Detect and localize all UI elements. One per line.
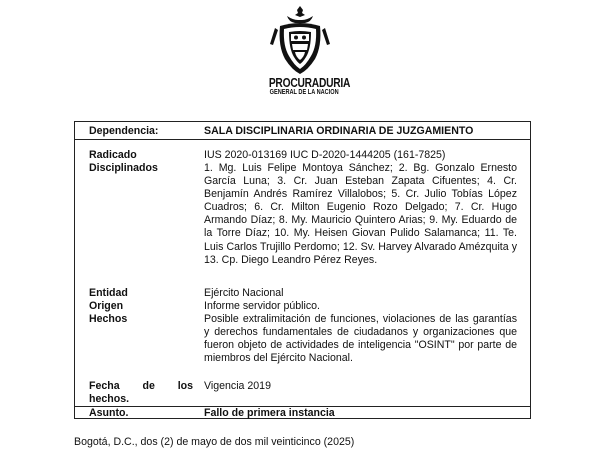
label-fecha-line2: hechos.: [89, 393, 130, 406]
label-fecha-word3: los: [177, 380, 193, 392]
value-fecha-hechos: Vigencia 2019: [204, 380, 271, 392]
label-disciplinados: Disciplinados: [89, 162, 158, 174]
value-hechos: Posible extralimitación de funciones, violaciones de las garantías y derechos fundamentales de ciudadanos y organizaciones que fueron objeto de actividades de inteligencia "OSINT" por parte de miembros del Ejército Nacional.: [204, 313, 517, 365]
coat-of-arms-seal-icon: [267, 4, 333, 76]
procuraduria-logo: [262, 4, 351, 97]
label-dependencia: Dependencia:: [89, 125, 159, 137]
label-asunto: Asunto.: [89, 407, 129, 419]
label-radicado: Radicado: [89, 149, 137, 161]
label-fecha-hechos: [89, 380, 193, 406]
value-asunto: Fallo de primera instancia: [204, 407, 335, 419]
label-entidad: Entidad: [89, 287, 128, 299]
label-origen: Origen: [89, 300, 124, 312]
date-line: Bogotá, D.C., dos (2) de mayo de dos mil veinticinco (2025): [74, 436, 355, 448]
label-fecha-word1: Fecha: [89, 380, 120, 392]
case-info-table: [74, 121, 531, 419]
logo-name-general: GENERAL DE LA NACION: [269, 89, 339, 96]
value-radicado: IUS 2020-013169 IUC D-2020-1444205 (161-7825): [204, 149, 446, 161]
value-dependencia: SALA DISCIPLINARIA ORDINARIA DE JUZGAMIENTO: [204, 125, 474, 137]
value-entidad: Ejército Nacional: [204, 287, 284, 299]
value-disciplinados: 1. Mg. Luis Felipe Montoya Sánchez; 2. Bg. Gonzalo Ernesto García Luna; 3. Cr. Juan Esteban Zapata Cifuentes; 4. Cr. Benjamín Andrés Ramírez Villalobos; 5. Cr. Julio Tobías López Cuadros; 6. Cr. Milton Eugenio Rozo Delgado; 7. Cr. Hugo Armando Díaz; 8. My. Mauricio Quintero Arias; 9. My. Eduardo de la Torre Díaz; 10. My. Heisen Giovan Pulido Salamanca; 11. Te. Luis Carlos Trujillo Perdomo; 12. Sv. Harvey Alvarado Amézquita y 13. Cp. Diego Leandro Pérez Reyes.: [204, 162, 517, 266]
header-separator: [75, 139, 530, 140]
logo-name-procuraduria: PROCURADURIA: [268, 76, 351, 90]
label-fecha-word2: de: [142, 380, 155, 392]
label-hechos: Hechos: [89, 313, 128, 325]
value-origen: Informe servidor público.: [204, 300, 320, 312]
